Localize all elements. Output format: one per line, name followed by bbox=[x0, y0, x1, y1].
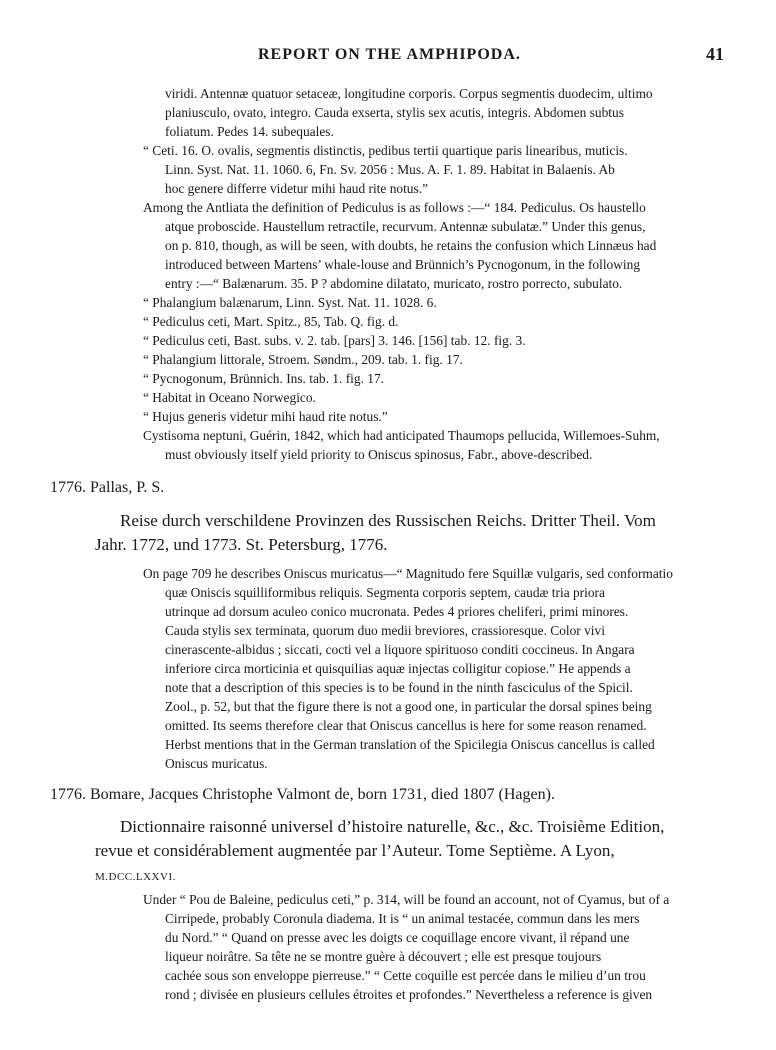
text-line: Zool., p. 52, but that the figure there is not a good one, in particular the dorsal spines being bbox=[165, 699, 652, 714]
text-line: Linn. Syst. Nat. 11. 1060. 6, Fn. Sv. 2056 : Mus. A. F. 1. 89. Habitat in Balaenis. Ab bbox=[165, 162, 615, 177]
text-line: “ Pediculus ceti, Mart. Spitz., 85, Tab. Q. fig. d. bbox=[143, 314, 399, 329]
text-line: Cirripede, probably Coronula diadema. It is “ un animal testacée, commun dans les mers bbox=[165, 911, 640, 926]
text-line: introduced between Martens’ whale-louse and Brünnich’s Pycnogonum, in the following bbox=[165, 257, 641, 272]
text-line: Under “ Pou de Baleine, pediculus ceti,” p. 314, will be found an account, not of Cyamus, but of a bbox=[143, 892, 670, 907]
title-line: Reise durch verschildene Provinzen des Russischen Reichs. Dritter Theil. Vom bbox=[120, 511, 656, 530]
title-line: Dictionnaire raisonné universel d’histoire naturelle, &c., &c. Troisième Edition, bbox=[120, 817, 665, 836]
text-line: cinerascente-albidus ; siccati, cocti vel a liquore spirituoso conditi coccineus. In Angara bbox=[165, 642, 635, 657]
text-line: Among the Antliata the definition of Pediculus is as follows :—“ 184. Pediculus. Os haustello bbox=[143, 200, 646, 215]
text-line: liqueur noirâtre. Sa tête ne se montre guère à découvert ; elle est presque toujours bbox=[165, 949, 602, 964]
text-line: Cystisoma neptuni, Guérin, 1842, which had anticipated Thaumops pellucida, Willemoes-Suhm, bbox=[143, 428, 660, 443]
text-line: “ Ceti. 16. O. ovalis, segmentis distinctis, pedibus tertii quartique paris linearibus, muticis. bbox=[143, 143, 628, 158]
text-line: omitted. Its seems therefore clear that Oniscus cancellus is here for some reason renamed. bbox=[165, 718, 647, 733]
text-line: foliatum. Pedes 14. subequales. bbox=[165, 124, 334, 139]
text-line: quæ Oniscis squilliformibus reliquis. Segmenta corporis septem, caudæ tria priora bbox=[165, 585, 605, 600]
text-line: Oniscus muricatus. bbox=[165, 756, 268, 771]
text-line: Herbst mentions that in the German translation of the Spicilegia Oniscus cancellus is called bbox=[165, 737, 655, 752]
text-line: du Nord.” “ Quand on presse avec les doigts ce coquillage encore vivant, il répand une bbox=[165, 930, 630, 945]
text-line: atque proboscide. Haustellum retractile, recurvum. Antennæ subulatæ.” Under this genus, bbox=[165, 219, 646, 234]
text-line: On page 709 he describes Oniscus muricatus—“ Magnitudo fere Squillæ vulgaris, sed conformatio bbox=[143, 566, 673, 581]
title-line: revue et considérablement augmentée par l’Auteur. Tome Septième. A Lyon, bbox=[95, 841, 615, 860]
text-line: entry :—“ Balænarum. 35. P ? abdomine dilatato, muricato, rostro porrecto, subulato. bbox=[165, 276, 623, 291]
text-line: “ Pediculus ceti, Bast. subs. v. 2. tab. [pars] 3. 146. [156] tab. 12. fig. 3. bbox=[143, 333, 526, 348]
text-line: utrinque ad dorsum aculeo conico mucronata. Pedes 4 priores cheliferi, primi minores. bbox=[165, 604, 629, 619]
text-line: “ Habitat in Oceano Norwegico. bbox=[143, 390, 316, 405]
text-line: “ Phalangium littorale, Stroem. Søndm., 209. tab. 1. fig. 17. bbox=[143, 352, 463, 367]
page-header bbox=[0, 46, 776, 68]
text-line: cachée sous son enveloppe pierreuse.” “ Cette coquille est percée dans le milieu d’un trou bbox=[165, 968, 646, 983]
text-line: “ Pycnogonum, Brünnich. Ins. tab. 1. fig. 17. bbox=[143, 371, 385, 386]
page-number: 41 bbox=[706, 44, 724, 64]
text-line: rond ; divisée en plusieurs cellules étroites et profondes.” Nevertheless a reference is given bbox=[165, 987, 653, 1002]
text-line: on p. 810, though, as will be seen, with doubts, he retains the confusion which Linnæus had bbox=[165, 238, 657, 253]
running-title: REPORT ON THE AMPHIPODA. bbox=[258, 46, 521, 63]
entry-heading: 1776. Pallas, P. S. bbox=[50, 479, 165, 496]
text-line: must obviously itself yield priority to Oniscus spinosus, Fabr., above-described. bbox=[165, 447, 593, 462]
text-line: Cauda stylis sex terminata, quorum duo medii breviores, crassioresque. Color vivi bbox=[165, 623, 605, 638]
text-line: planiusculo, ovato, integro. Cauda exserta, stylis sex acutis, integris. Abdomen subtus bbox=[165, 105, 624, 120]
text-line: “ Hujus generis videtur mihi haud rite notus.” bbox=[143, 409, 388, 424]
text-line: note that a description of this species is to be found in the ninth fasciculus of the Spicil. bbox=[165, 680, 633, 695]
text-line: “ Phalangium balænarum, Linn. Syst. Nat. 11. 1028. 6. bbox=[143, 295, 437, 310]
text-line: viridi. Antennæ quatuor setaceæ, longitudine corporis. Corpus segmentis duodecim, ultimo bbox=[165, 86, 653, 101]
text-line: inferiore circa morticinia et quisquilias aquæ injectas colligitur copiose.” He appends a bbox=[165, 661, 631, 676]
text-line: hoc genere differre videtur mihi haud rite notus.” bbox=[165, 181, 429, 196]
imprint-date: M.DCC.LXXVI. bbox=[95, 871, 176, 883]
entry-heading: 1776. Bomare, Jacques Christophe Valmont de, born 1731, died 1807 (Hagen). bbox=[50, 786, 555, 803]
title-line: Jahr. 1772, und 1773. St. Petersburg, 1776. bbox=[95, 535, 388, 554]
